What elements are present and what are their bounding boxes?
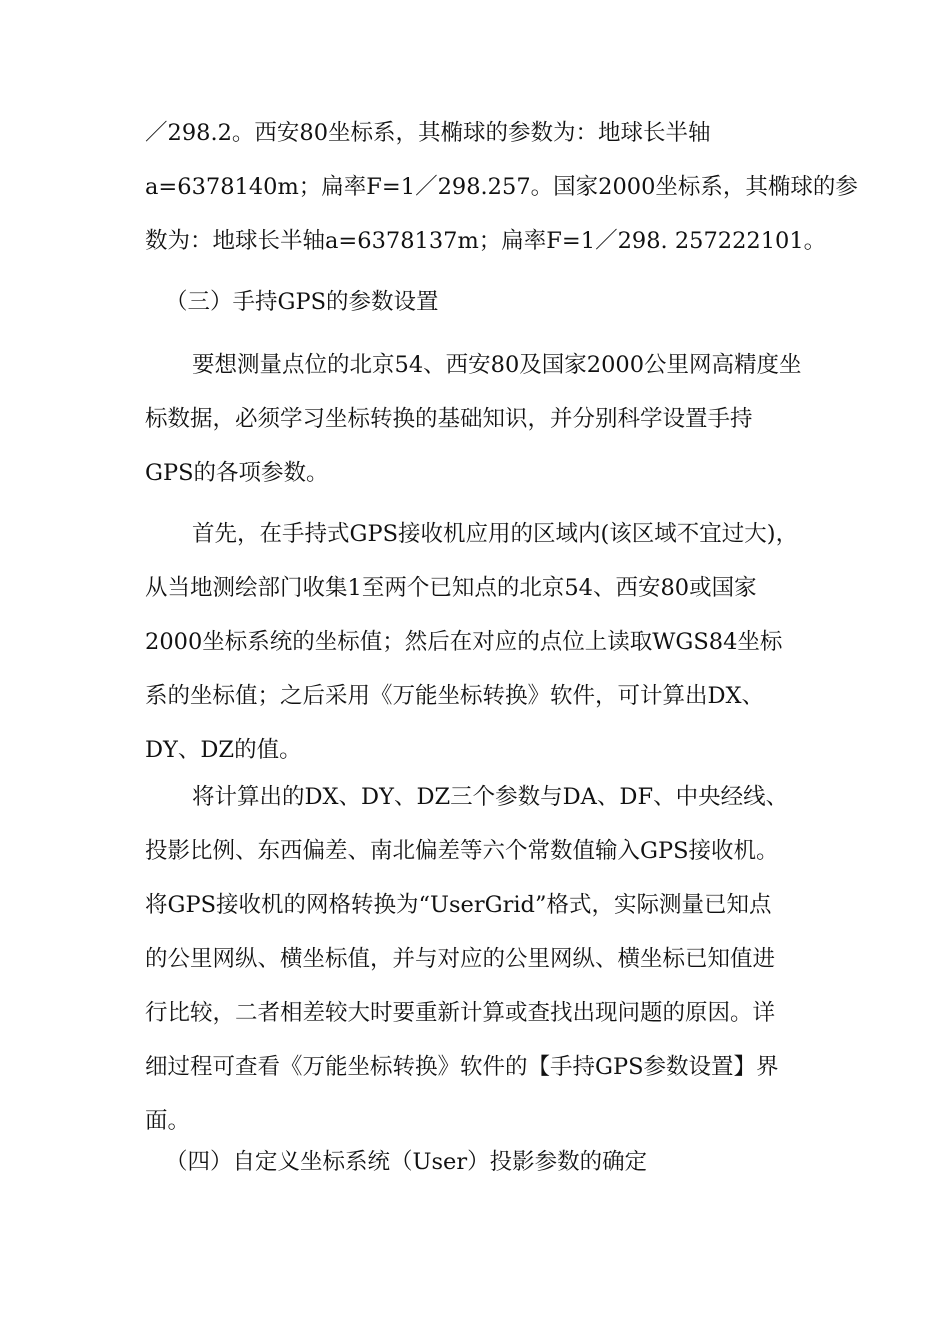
text-line: 行比较，二者相差较大时要重新计算或查找出现问题的原因。详 (145, 1000, 776, 1026)
section-heading-text: （三）手持GPS的参数设置 (165, 289, 439, 315)
paragraph-first-step (145, 507, 810, 777)
text-line: 系的坐标值；之后采用《万能坐标转换》软件，可计算出DX、 (145, 683, 765, 709)
text-line: 数为：地球长半轴a=6378137m；扁率F=1／298. 257222101。 (145, 228, 827, 254)
text-line: 的公里网纵、横坐标值，并与对应的公里网纵、横坐标已知值进 (145, 946, 776, 972)
text-line: GPS的各项参数。 (145, 460, 329, 486)
paragraph-input-params (145, 770, 810, 1148)
text-line: DY、DZ的值。 (145, 737, 302, 763)
text-line: ／298.2。西安80坐标系，其椭球的参数为：地球长半轴 (145, 120, 711, 146)
text-line: 首先，在手持式GPS接收机应用的区域内(该区域不宜过大)， (192, 521, 799, 547)
text-line: 要想测量点位的北京54、西安80及国家2000公里网高精度坐 (192, 352, 802, 378)
section-heading-text: （四）自定义坐标系统（User）投影参数的确定 (165, 1149, 648, 1175)
text-line: 2000坐标系统的坐标值；然后在对应的点位上读取WGS84坐标 (145, 629, 783, 655)
section-heading-4 (145, 1135, 810, 1189)
text-line: a=6378140m；扁率F=1／298.257。国家2000坐标系，其椭球的参 (145, 174, 858, 200)
text-line: 从当地测绘部门收集1至两个已知点的北京54、西安80或国家 (145, 575, 757, 601)
text-line: 面。 (145, 1108, 191, 1134)
text-line: 将GPS接收机的网格转换为“UserGrid”格式，实际测量已知点 (145, 892, 772, 918)
text-line: 将计算出的DX、DY、DZ三个参数与DA、DF、中央经线、 (192, 784, 789, 810)
paragraph-intro (145, 338, 810, 500)
text-line: 投影比例、东西偏差、南北偏差等六个常数值输入GPS接收机。 (145, 838, 779, 864)
paragraph-ellipsoid-params (145, 106, 858, 268)
section-heading-3 (145, 275, 810, 329)
text-line: 标数据，必须学习坐标转换的基础知识，并分别科学设置手持 (145, 406, 753, 432)
text-line: 细过程可查看《万能坐标转换》软件的【手持GPS参数设置】界 (145, 1054, 779, 1080)
